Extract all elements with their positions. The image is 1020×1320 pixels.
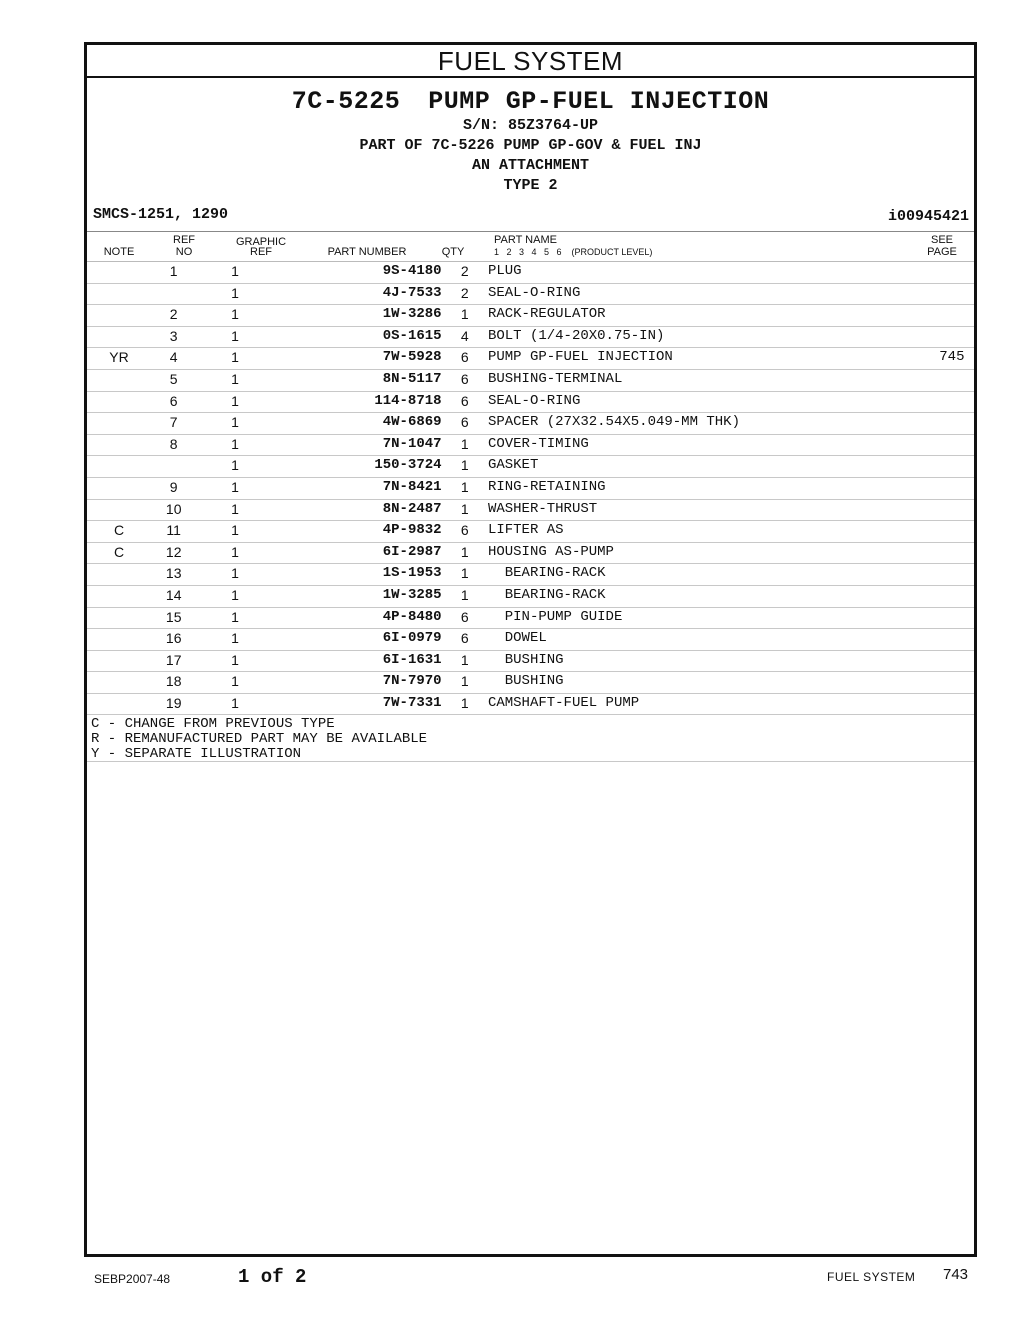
table-row bbox=[87, 650, 974, 672]
qty-cell: 1 bbox=[442, 672, 488, 694]
table-row bbox=[87, 585, 974, 607]
qty-cell: 6 bbox=[442, 348, 488, 370]
qty-cell: 6 bbox=[442, 607, 488, 629]
graphic-ref-cell: 1 bbox=[196, 326, 273, 348]
graphic-ref-cell: 1 bbox=[196, 585, 273, 607]
part-name-cell: COVER-TIMING bbox=[488, 434, 930, 456]
part-name-cell: PIN-PUMP GUIDE bbox=[488, 607, 930, 629]
parts-page-frame bbox=[84, 42, 977, 1257]
table-row bbox=[87, 348, 974, 370]
graphic-ref-cell: 1 bbox=[196, 369, 273, 391]
ref-no-cell: 11 bbox=[151, 521, 196, 543]
part-number-cell: 4P-8480 bbox=[274, 607, 442, 629]
group-name: PUMP GP-FUEL INJECTION bbox=[428, 87, 770, 116]
qty-cell: 4 bbox=[442, 326, 488, 348]
see-page-cell bbox=[930, 434, 974, 456]
note-cell bbox=[87, 650, 151, 672]
part-number-cell: 114-8718 bbox=[274, 391, 442, 413]
see-page-cell bbox=[930, 542, 974, 564]
part-number-cell: 4J-7533 bbox=[274, 283, 442, 305]
see-page-cell bbox=[930, 650, 974, 672]
ref-no-cell: 6 bbox=[151, 391, 196, 413]
table-row bbox=[87, 672, 974, 694]
graphic-ref-cell: 1 bbox=[196, 413, 273, 435]
qty-cell: 1 bbox=[442, 456, 488, 478]
graphic-ref-cell: 1 bbox=[196, 434, 273, 456]
graphic-ref-cell: 1 bbox=[196, 564, 273, 586]
qty-cell: 6 bbox=[442, 391, 488, 413]
group-header bbox=[87, 78, 974, 231]
ref-no-cell: 7 bbox=[151, 413, 196, 435]
col-part-number: PART NUMBER bbox=[327, 246, 407, 258]
graphic-ref-cell: 1 bbox=[196, 542, 273, 564]
ref-no-cell bbox=[151, 283, 196, 305]
part-number-cell: 7N-7970 bbox=[274, 672, 442, 694]
see-page-cell: 745 bbox=[930, 348, 974, 370]
col-graphic-ref-bottom: REF bbox=[250, 246, 272, 258]
see-page-cell bbox=[930, 585, 974, 607]
part-name-cell: DOWEL bbox=[488, 629, 930, 651]
qty-cell: 6 bbox=[442, 413, 488, 435]
ref-no-cell: 8 bbox=[151, 434, 196, 456]
see-page-cell bbox=[930, 413, 974, 435]
see-page-cell bbox=[930, 369, 974, 391]
illustration-id: i00945421 bbox=[887, 208, 969, 225]
part-number-cell: 150-3724 bbox=[274, 456, 442, 478]
table-row bbox=[87, 564, 974, 586]
note-cell: YR bbox=[87, 348, 151, 370]
note-cell bbox=[87, 262, 151, 283]
part-name-cell: RING-RETAINING bbox=[488, 477, 930, 499]
ref-no-cell: 19 bbox=[151, 693, 196, 715]
part-name-cell: SEAL-O-RING bbox=[488, 391, 930, 413]
qty-cell: 1 bbox=[442, 564, 488, 586]
qty-cell: 1 bbox=[442, 499, 488, 521]
ref-no-cell: 9 bbox=[151, 477, 196, 499]
note-cell bbox=[87, 607, 151, 629]
part-number-cell: 1W-3286 bbox=[274, 305, 442, 327]
parts-table bbox=[87, 262, 974, 715]
graphic-ref-cell: 1 bbox=[196, 391, 273, 413]
graphic-ref-cell: 1 bbox=[196, 650, 273, 672]
ref-no-cell: 12 bbox=[151, 542, 196, 564]
part-name-cell: BOLT (1/4-20X0.75-IN) bbox=[488, 326, 930, 348]
note-cell: C bbox=[87, 542, 151, 564]
part-name-cell: BUSHING-TERMINAL bbox=[488, 369, 930, 391]
graphic-ref-cell: 1 bbox=[196, 305, 273, 327]
col-qty: QTY bbox=[441, 246, 465, 258]
qty-cell: 2 bbox=[442, 262, 488, 283]
table-row bbox=[87, 326, 974, 348]
part-number-cell: 6I-0979 bbox=[274, 629, 442, 651]
smcs-code: SMCS-1251, 1290 bbox=[93, 206, 229, 223]
type-line: TYPE 2 bbox=[503, 177, 558, 194]
ref-no-cell: 13 bbox=[151, 564, 196, 586]
group-number: 7C-5225 bbox=[291, 87, 401, 116]
table-row bbox=[87, 693, 974, 715]
table-row bbox=[87, 434, 974, 456]
graphic-ref-cell: 1 bbox=[196, 262, 273, 283]
qty-cell: 1 bbox=[442, 585, 488, 607]
ref-no-cell: 3 bbox=[151, 326, 196, 348]
part-number-cell: 1S-1953 bbox=[274, 564, 442, 586]
table-row bbox=[87, 283, 974, 305]
qty-cell: 6 bbox=[442, 369, 488, 391]
attachment-line: AN ATTACHMENT bbox=[471, 157, 590, 174]
qty-cell: 6 bbox=[442, 521, 488, 543]
note-cell bbox=[87, 629, 151, 651]
part-name-cell: SEAL-O-RING bbox=[488, 283, 930, 305]
see-page-cell bbox=[930, 564, 974, 586]
table-row bbox=[87, 607, 974, 629]
table-row bbox=[87, 629, 974, 651]
graphic-ref-cell: 1 bbox=[196, 693, 273, 715]
col-see-page-bottom: PAGE bbox=[927, 246, 957, 258]
part-number-cell: 9S-4180 bbox=[274, 262, 442, 283]
col-note: NOTE bbox=[103, 246, 135, 258]
qty-cell: 1 bbox=[442, 477, 488, 499]
part-name-cell: BEARING-RACK bbox=[488, 564, 930, 586]
ref-no-cell: 16 bbox=[151, 629, 196, 651]
footer-section-name: FUEL SYSTEM bbox=[827, 1270, 916, 1284]
graphic-ref-cell: 1 bbox=[196, 283, 273, 305]
part-name-cell: BUSHING bbox=[488, 672, 930, 694]
note-cell bbox=[87, 585, 151, 607]
see-page-cell bbox=[930, 262, 974, 283]
qty-cell: 1 bbox=[442, 693, 488, 715]
part-number-cell: 0S-1615 bbox=[274, 326, 442, 348]
ref-no-cell: 1 bbox=[151, 262, 196, 283]
graphic-ref-cell: 1 bbox=[196, 521, 273, 543]
graphic-ref-cell: 1 bbox=[196, 499, 273, 521]
part-name-cell: LIFTER AS bbox=[488, 521, 930, 543]
see-page-cell bbox=[930, 391, 974, 413]
see-page-cell bbox=[930, 283, 974, 305]
legend-item: R - REMANUFACTURED PART MAY BE AVAILABLE bbox=[91, 731, 428, 748]
qty-cell: 6 bbox=[442, 629, 488, 651]
table-row bbox=[87, 499, 974, 521]
graphic-ref-cell: 1 bbox=[196, 607, 273, 629]
col-ref-no-top: REF bbox=[173, 234, 195, 246]
ref-no-cell: 10 bbox=[151, 499, 196, 521]
note-cell bbox=[87, 391, 151, 413]
serial-number: S/N: 85Z3764-UP bbox=[462, 117, 599, 134]
col-product-level: 1 2 3 4 5 6 (PRODUCT LEVEL) bbox=[494, 247, 653, 257]
note-cell bbox=[87, 369, 151, 391]
part-number-cell: 8N-2487 bbox=[274, 499, 442, 521]
part-of-line: PART OF 7C-5226 PUMP GP-GOV & FUEL INJ bbox=[359, 137, 702, 154]
legend-item: Y - SEPARATE ILLUSTRATION bbox=[91, 746, 302, 763]
see-page-cell bbox=[930, 521, 974, 543]
graphic-ref-cell: 1 bbox=[196, 348, 273, 370]
ref-no-cell: 5 bbox=[151, 369, 196, 391]
part-number-cell: 1W-3285 bbox=[274, 585, 442, 607]
part-name-cell: GASKET bbox=[488, 456, 930, 478]
part-number-cell: 7N-1047 bbox=[274, 434, 442, 456]
see-page-cell bbox=[930, 326, 974, 348]
table-row bbox=[87, 521, 974, 543]
legend bbox=[87, 715, 974, 762]
note-cell: C bbox=[87, 521, 151, 543]
note-cell bbox=[87, 305, 151, 327]
table-row bbox=[87, 391, 974, 413]
parts-table-body bbox=[87, 262, 974, 715]
see-page-cell bbox=[930, 607, 974, 629]
ref-no-cell: 15 bbox=[151, 607, 196, 629]
part-number-cell: 4W-6869 bbox=[274, 413, 442, 435]
table-row bbox=[87, 542, 974, 564]
part-name-cell: PLUG bbox=[488, 262, 930, 283]
note-cell bbox=[87, 283, 151, 305]
qty-cell: 1 bbox=[442, 542, 488, 564]
note-cell bbox=[87, 477, 151, 499]
see-page-cell bbox=[930, 672, 974, 694]
part-number-cell: 4P-9832 bbox=[274, 521, 442, 543]
part-number-cell: 7W-7331 bbox=[274, 693, 442, 715]
qty-cell: 1 bbox=[442, 434, 488, 456]
page-of-count: 1 of 2 bbox=[238, 1266, 307, 1288]
see-page-cell bbox=[930, 693, 974, 715]
col-ref-no-bottom: NO bbox=[175, 246, 193, 258]
see-page-cell bbox=[930, 499, 974, 521]
part-number-cell: 6I-1631 bbox=[274, 650, 442, 672]
col-part-name: PART NAME bbox=[494, 234, 557, 246]
part-name-cell: WASHER-THRUST bbox=[488, 499, 930, 521]
note-cell bbox=[87, 693, 151, 715]
graphic-ref-cell: 1 bbox=[196, 629, 273, 651]
qty-cell: 1 bbox=[442, 650, 488, 672]
part-name-cell: BUSHING bbox=[488, 650, 930, 672]
qty-cell: 2 bbox=[442, 283, 488, 305]
table-row bbox=[87, 456, 974, 478]
document-code: SEBP2007-48 bbox=[94, 1272, 171, 1286]
part-number-cell: 8N-5117 bbox=[274, 369, 442, 391]
see-page-cell bbox=[930, 456, 974, 478]
ref-no-cell: 14 bbox=[151, 585, 196, 607]
part-number-cell: 7N-8421 bbox=[274, 477, 442, 499]
see-page-cell bbox=[930, 629, 974, 651]
qty-cell: 1 bbox=[442, 305, 488, 327]
part-number-cell: 7W-5928 bbox=[274, 348, 442, 370]
ref-no-cell: 4 bbox=[151, 348, 196, 370]
note-cell bbox=[87, 456, 151, 478]
part-name-cell: SPACER (27X32.54X5.049-MM THK) bbox=[488, 413, 930, 435]
graphic-ref-cell: 1 bbox=[196, 477, 273, 499]
legend-item: C - CHANGE FROM PREVIOUS TYPE bbox=[91, 716, 335, 733]
see-page-cell bbox=[930, 477, 974, 499]
part-name-cell: CAMSHAFT-FUEL PUMP bbox=[488, 693, 930, 715]
table-row bbox=[87, 305, 974, 327]
table-row bbox=[87, 413, 974, 435]
part-number-cell: 6I-2987 bbox=[274, 542, 442, 564]
part-name-cell: HOUSING AS-PUMP bbox=[488, 542, 930, 564]
section-title: FUEL SYSTEM bbox=[87, 45, 974, 78]
part-name-cell: BEARING-RACK bbox=[488, 585, 930, 607]
table-row bbox=[87, 477, 974, 499]
page-number: 743 bbox=[943, 1266, 969, 1283]
note-cell bbox=[87, 564, 151, 586]
ref-no-cell: 2 bbox=[151, 305, 196, 327]
ref-no-cell bbox=[151, 456, 196, 478]
ref-no-cell: 18 bbox=[151, 672, 196, 694]
col-see-page-top: SEE bbox=[930, 234, 953, 246]
table-row bbox=[87, 262, 974, 283]
see-page-cell bbox=[930, 305, 974, 327]
part-name-cell: PUMP GP-FUEL INJECTION bbox=[488, 348, 930, 370]
note-cell bbox=[87, 413, 151, 435]
group-title bbox=[87, 78, 974, 116]
graphic-ref-cell: 1 bbox=[196, 456, 273, 478]
part-name-cell: RACK-REGULATOR bbox=[488, 305, 930, 327]
col-graphic-ref-top: GRAPHIC bbox=[235, 236, 287, 248]
ref-no-cell: 17 bbox=[151, 650, 196, 672]
page-footer bbox=[0, 1262, 1020, 1302]
column-headers bbox=[87, 231, 974, 262]
graphic-ref-cell: 1 bbox=[196, 672, 273, 694]
table-row bbox=[87, 369, 974, 391]
note-cell bbox=[87, 326, 151, 348]
note-cell bbox=[87, 499, 151, 521]
note-cell bbox=[87, 672, 151, 694]
note-cell bbox=[87, 434, 151, 456]
